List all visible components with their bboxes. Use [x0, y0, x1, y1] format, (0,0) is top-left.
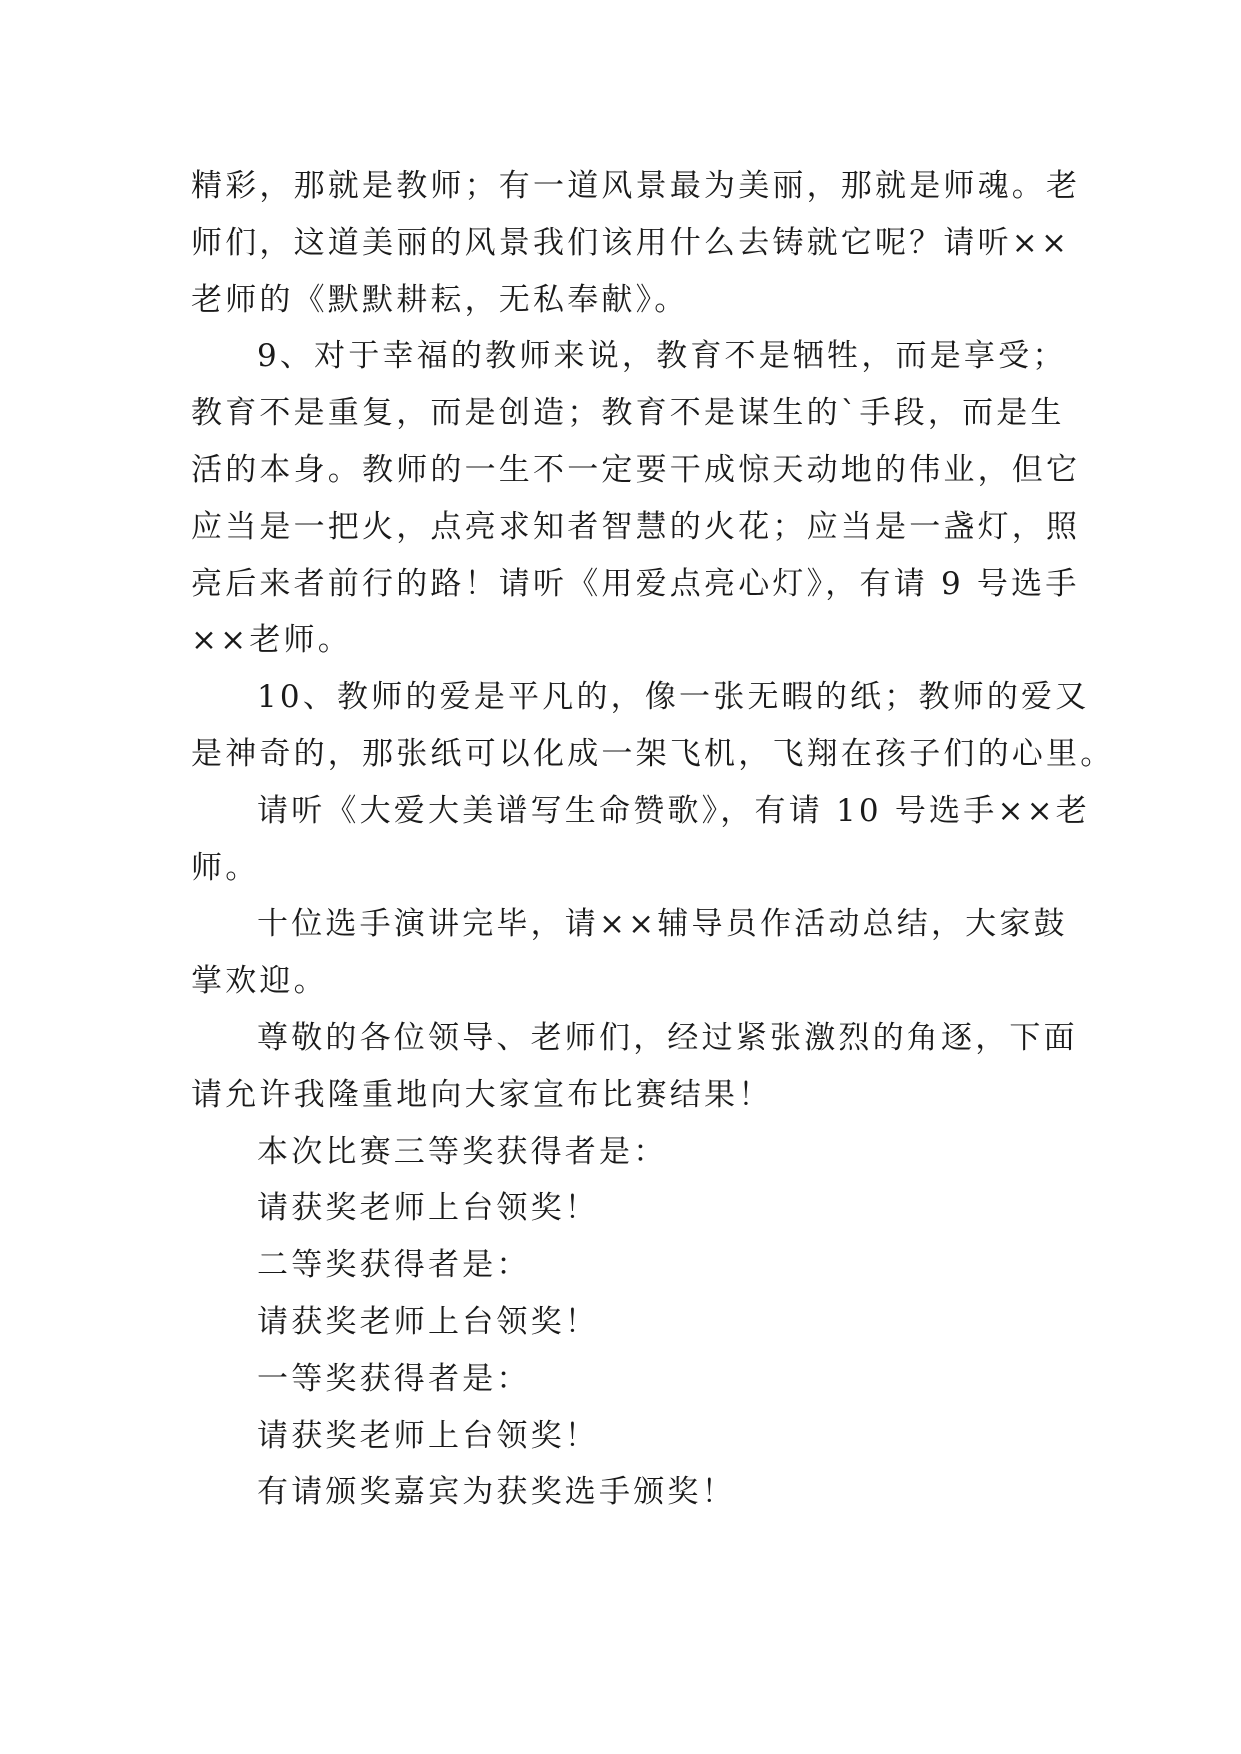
text-line: 亮后来者前行的路！请听《用爱点亮心灯》，有请 9 号选手: [191, 565, 1080, 602]
text-line: 请听《大爱大美谱写生命赞歌》，有请 10 号选手××老: [257, 792, 1091, 829]
text-line: 二等奖获得者是：: [257, 1247, 531, 1284]
text-line: 老师的《默默耕耘，无私奉献》。: [191, 281, 689, 318]
text-line: 10、教师的爱是平凡的，像一张无暇的纸；教师的爱又: [257, 679, 1090, 716]
text-line: 尊敬的各位领导、老师们，经过紧张激烈的角逐，下面: [257, 1019, 1078, 1056]
text-line: 活的本身。教师的一生不一定要干成惊天动地的伟业，但它: [191, 451, 1081, 488]
text-line: 师。: [191, 849, 260, 886]
text-line: 一等奖获得者是：: [257, 1360, 531, 1397]
text-line: 掌欢迎。: [191, 963, 328, 1000]
text-line: 请获奖老师上台领奖！: [257, 1303, 599, 1340]
text-line: 十位选手演讲完毕，请××辅导员作活动总结，大家鼓: [257, 906, 1068, 943]
text-line: 9、对于幸福的教师来说，教育不是牺牲，而是享受；: [257, 338, 1067, 375]
text-line: 应当是一把火，点亮求知者智慧的火花；应当是一盏灯，照: [191, 508, 1081, 545]
text-line: 请获奖老师上台领奖！: [257, 1190, 599, 1227]
text-line: 有请颁奖嘉宾为获奖选手颁奖！: [257, 1474, 736, 1511]
text-line: 教育不是重复，而是创造；教育不是谋生的`手段，而是生: [191, 395, 1065, 432]
document-body: [191, 158, 1115, 1521]
text-line: 请获奖老师上台领奖！: [257, 1417, 599, 1454]
text-line: 精彩，那就是教师；有一道风景最为美丽，那就是师魂。老: [191, 168, 1081, 204]
text-line: ××老师。: [191, 622, 352, 659]
text-line: 师们，这道美丽的风景我们该用什么去铸就它呢？请听××: [191, 224, 1071, 261]
text-line: 是神奇的，那张纸可以化成一架飞机，飞翔在孩子们的心里。: [191, 735, 1115, 772]
text-line: 请允许我隆重地向大家宣布比赛结果！: [191, 1076, 773, 1113]
text-line: 本次比赛三等奖获得者是：: [257, 1133, 668, 1170]
